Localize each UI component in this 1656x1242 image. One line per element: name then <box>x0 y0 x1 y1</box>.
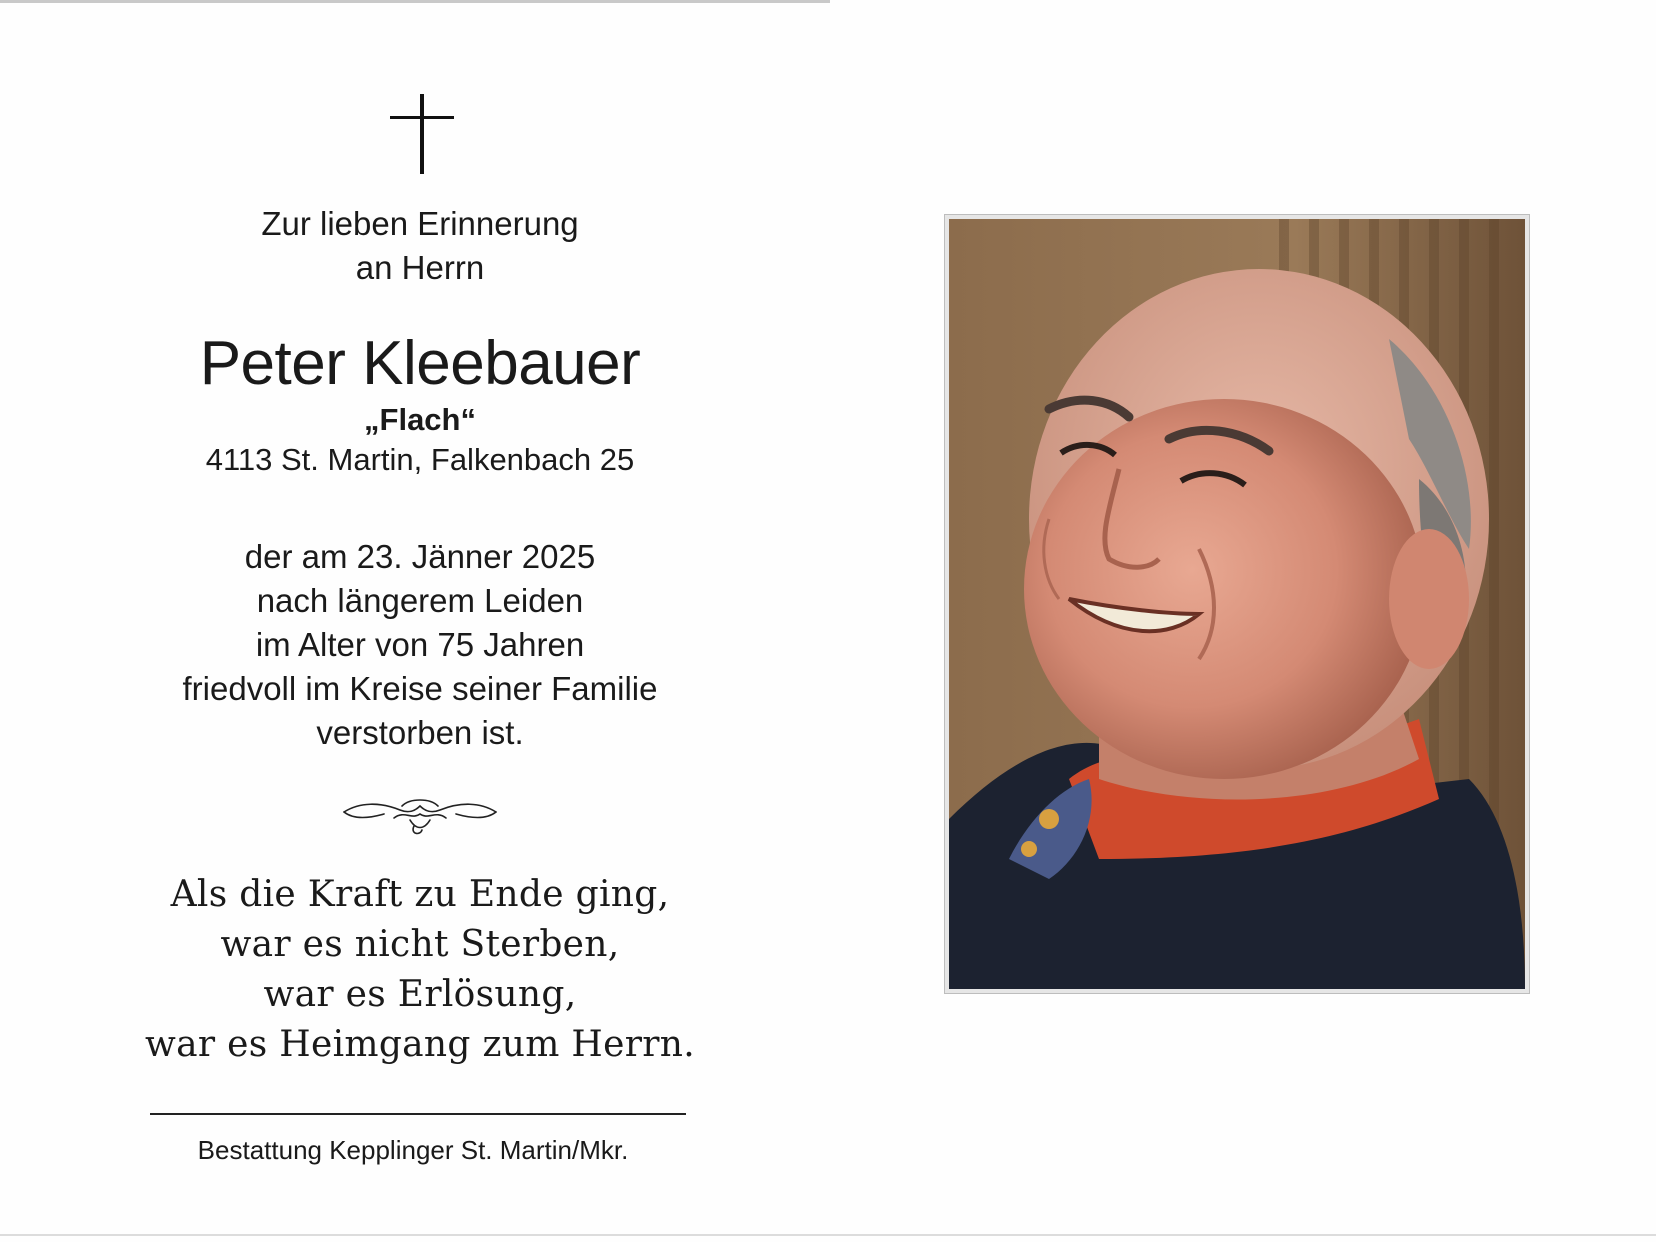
scan-edge-bottom <box>0 1234 1656 1236</box>
undertaker-name: Bestattung Kepplinger St. Martin/Mkr. <box>197 1135 629 1165</box>
intro-line: Zur lieben Erinnerung <box>261 205 579 242</box>
passing-text <box>130 535 710 755</box>
latin-cross-icon <box>390 94 454 174</box>
intro-line: an Herrn <box>355 249 485 286</box>
deceased-address: 4113 St. Martin, Falkenbach 25 <box>205 442 635 477</box>
deceased-nickname: „Flach“ <box>364 402 476 437</box>
portrait-photo <box>949 219 1525 989</box>
intro-text <box>130 202 710 290</box>
verse-line: war es nicht Sterben, <box>220 924 620 965</box>
passing-line: friedvoll im Kreise seiner Familie <box>182 670 658 707</box>
verse <box>130 870 710 1070</box>
passing-line: der am 23. Jänner 2025 <box>244 538 596 575</box>
deceased-name: Peter Kleebauer <box>199 329 641 398</box>
verse-line: war es Erlösung, <box>263 974 577 1015</box>
scan-edge-top <box>0 0 830 3</box>
flourish-ornament-icon <box>340 790 500 838</box>
passing-line: verstorben ist. <box>316 714 524 751</box>
divider-line <box>150 1113 686 1115</box>
verse-line: Als die Kraft zu Ende ging, <box>170 874 670 915</box>
verse-line: war es Heimgang zum Herrn. <box>145 1024 695 1065</box>
passing-line: nach längerem Leiden <box>256 582 584 619</box>
passing-line: im Alter von 75 Jahren <box>255 626 585 663</box>
portrait-frame <box>944 214 1530 994</box>
